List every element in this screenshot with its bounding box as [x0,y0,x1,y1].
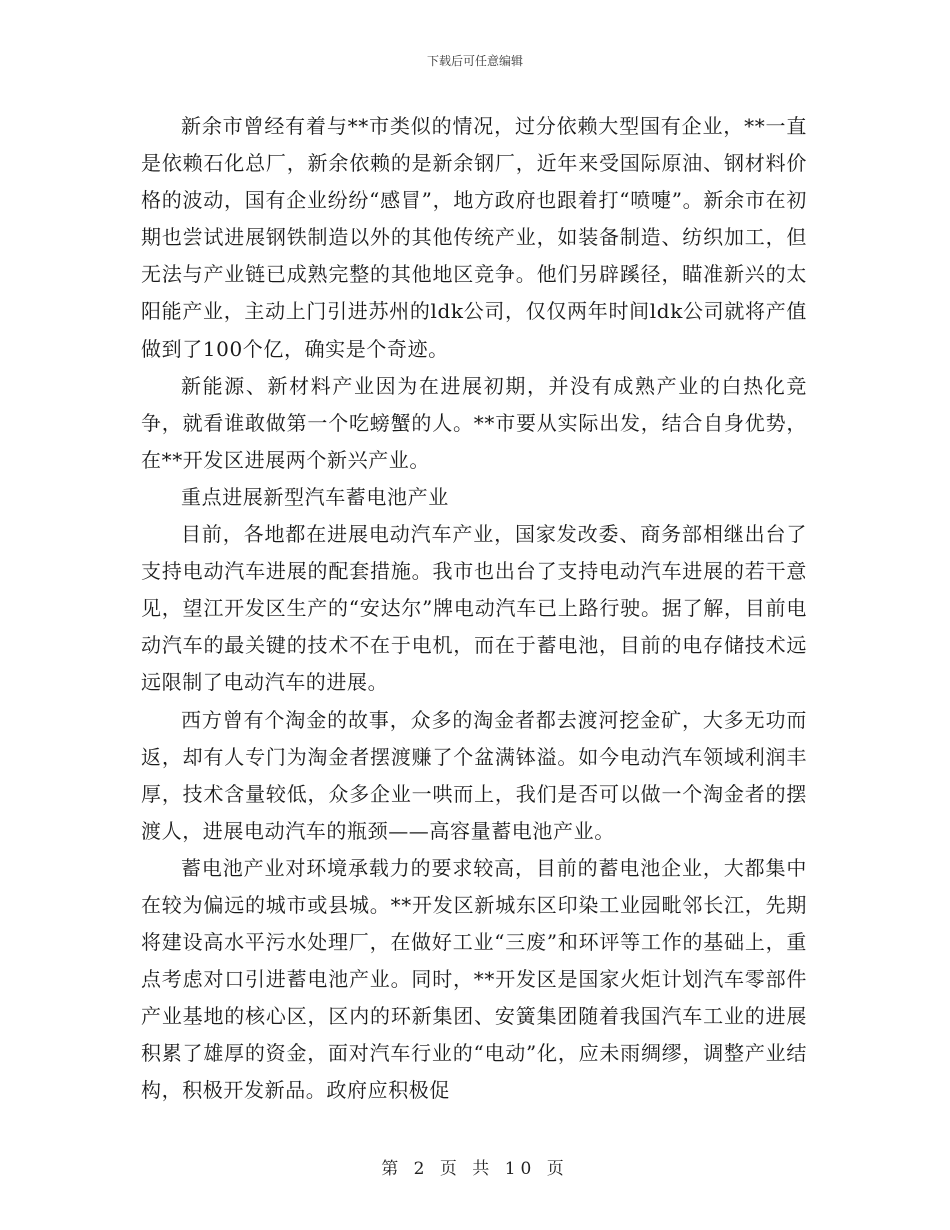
section-heading-battery-industry: 重点进展新型汽车蓄电池产业 [181,484,449,509]
page-header-note: 下载后可任意编辑 [426,54,523,68]
paragraph-new-energy: 新能源、新材料产业因为在进展初期，并没有成熟产业的白热化竞争，就看谁敢做第一个吃螃蟹的人。**市要从实际出发，结合自身优势，在**开发区进展两个新兴产业。 [141,373,807,472]
paragraph-battery-environment: 蓄电池产业对环境承载力的要求较高，目前的蓄电池企业，大都集中在较为偏远的城市或县城。**开发区新城东区印染工业园毗邻长江，先期将建设高水平污水处理厂，在做好工业“三废”和环评等工作的基础上，重点考虑对口引进蓄电池产业。同时，**开发区是国家火炬计划汽车零部件产业基地的核心区，区内的环新集团、安簧集团随着我国汽车工业的进展积累了雄厚的资金，面对汽车行业的“电动”化，应未雨绸缪，调整产业结构，积极开发新品。政府应积极促 [141,855,807,1103]
paragraph-electric-vehicles: 目前，各地都在进展电动汽车产业，国家发改委、商务部相继出台了支持电动汽车进展的配套措施。我市也出台了支持电动汽车进展的若干意见，望江开发区生产的“安达尔”牌电动汽车已上路行驶。据了解，目前电动汽车的最关键的技术不在于电机，而在于蓄电池，目前的电存储技术远远限制了电动汽车的进展。 [141,522,807,695]
document-body [141,108,807,1110]
paragraph-xinyu-example: 新余市曾经有着与**市类似的情况，过分依赖大型国有企业，**一直是依赖石化总厂，新余依赖的是新余钢厂，近年来受国际原油、钢材料价格的波动，国有企业纷纷“感冒”，地方政府也跟着打“喷嚏”。新余市在初期也尝试进展钢铁制造以外的其他传统产业，如装备制造、纺织加工，但无法与产业链已成熟完整的其他地区竞争。他们另辟蹊径，瞄准新兴的太阳能产业，主动上门引进苏州的ldk公司，仅仅两年时间ldk公司就将产值做到了100个亿，确实是个奇迹。 [141,114,807,361]
page-number-footer: 第 2 页 共 10 页 [381,1159,569,1179]
paragraph-gold-rush-story: 西方曾有个淘金的故事，众多的淘金者都去渡河挖金矿，大多无功而返，却有人专门为淘金者摆渡赚了个盆满钵溢。如今电动汽车领域利润丰厚，技术含量较低，众多企业一哄而上，我们是否可以做一个淘金者的摆渡人，进展电动汽车的瓶颈——高容量蓄电池产业。 [141,707,807,843]
